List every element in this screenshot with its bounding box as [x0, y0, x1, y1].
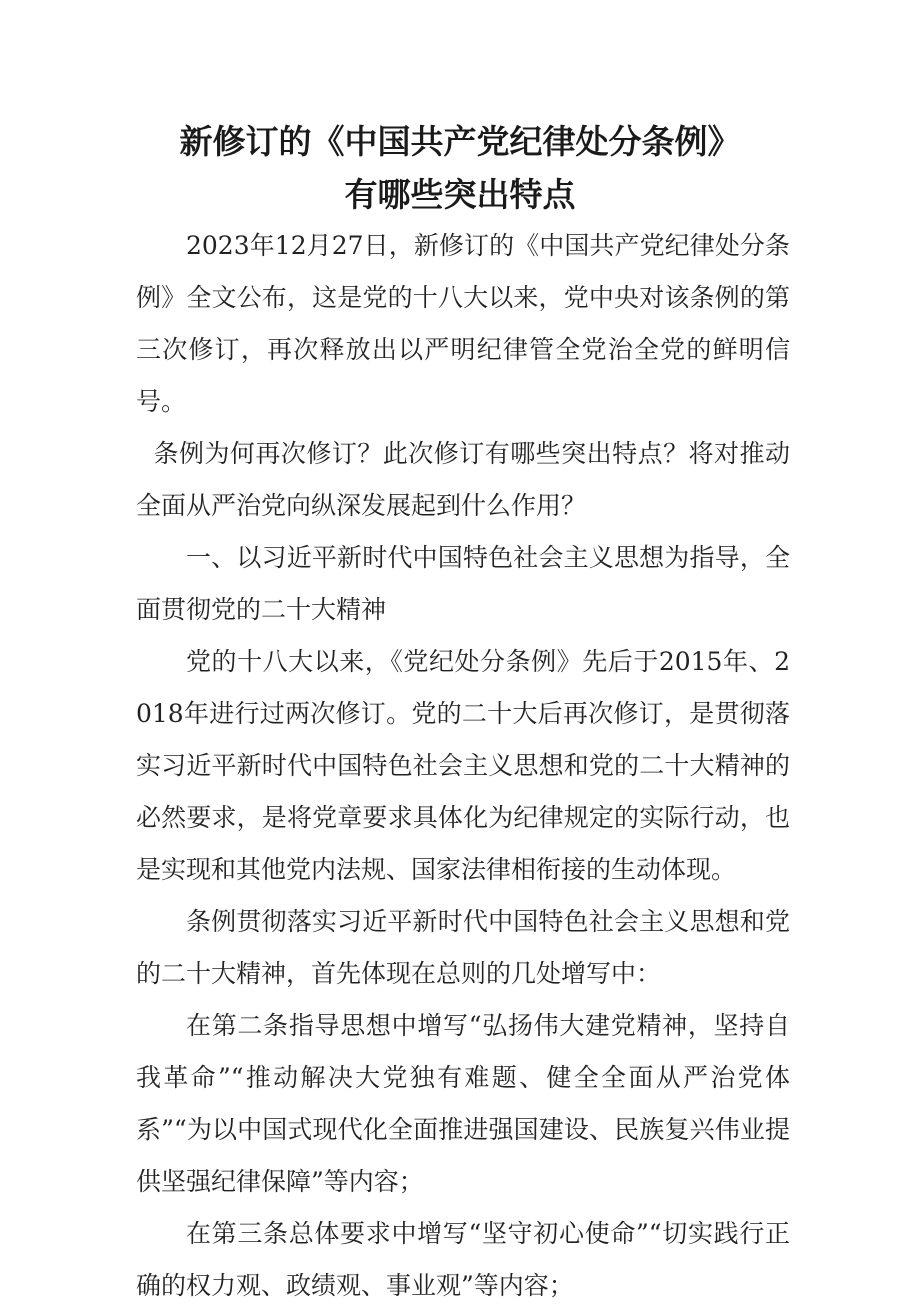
paragraph-general-provisions: 条例贯彻落实习近平新时代中国特色社会主义思想和党的二十大精神，首先体现在总则的几处增写中： [136, 907, 790, 988]
document-title-line-1: 新修订的《中国共产党纪律处分条例》 [179, 122, 741, 161]
document-title-line-2: 有哪些突出特点 [344, 175, 576, 214]
paragraph-revision-history: 党的十八大以来，《党纪处分条例》先后于2015年、2018年进行过两次修订。党的二十大后再次修订，是贯彻落实习近平新时代中国特色社会主义思想和党的二十大精神的必然要求，是将党章要求具体化为纪律规定的实际行动，也是实现和其他党内法规、国家法律相衔接的生动体现。 [136, 647, 790, 884]
paragraph-intro: 2023年12月27日，新修订的《中国共产党纪律处分条例》全文公布，这是党的十八大以来，党中央对该条例的第三次修订，再次释放出以严明纪律管全党治全党的鲜明信号。 [136, 231, 790, 416]
paragraph-article-3: 在第三条总体要求中增写“坚守初心使命”“切实践行正确的权力观、政绩观、事业观”等内容； [136, 1219, 790, 1300]
paragraph-questions: 条例为何再次修订？此次修订有哪些突出特点？将对推动全面从严治党向纵深发展起到什么作用？ [136, 439, 790, 520]
document-body [136, 220, 790, 1312]
paragraph-article-2: 在第二条指导思想中增写“弘扬伟大建党精神，坚持自我革命”“推动解决大党独有难题、健全全面从严治党体系”“为以中国式现代化全面推进强国建设、民族复兴伟业提供坚强纪律保障”等内容； [136, 1011, 790, 1196]
section-heading-1: 一、以习近平新时代中国特色社会主义思想为指导，全面贯彻党的二十大精神 [136, 543, 790, 624]
